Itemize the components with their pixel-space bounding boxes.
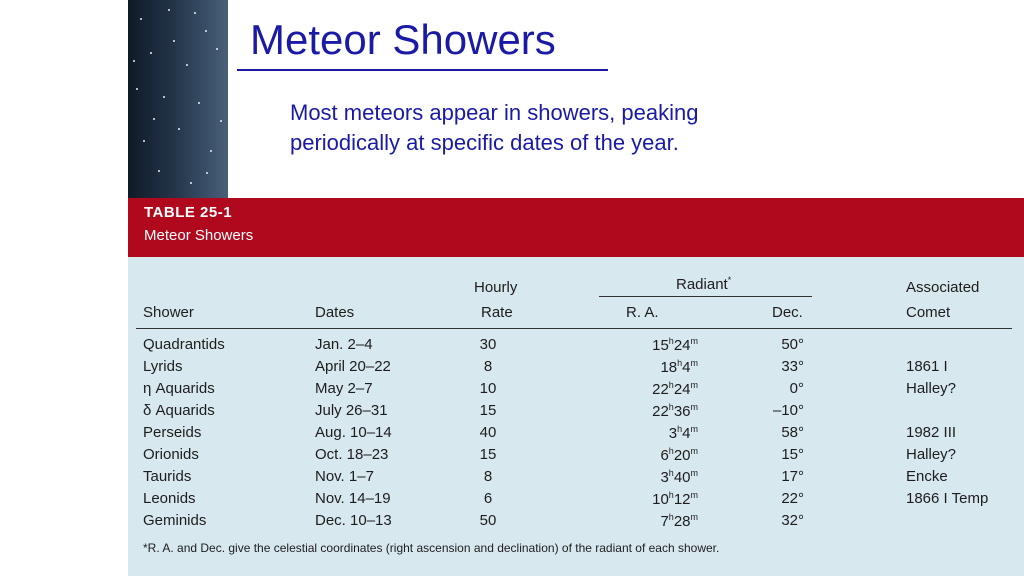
cell-dec: 50° bbox=[781, 336, 804, 353]
ra-minutes: 36 bbox=[673, 403, 691, 420]
cell-ra bbox=[588, 380, 698, 398]
ra-minutes: 4 bbox=[682, 425, 691, 442]
cell-ra bbox=[588, 424, 698, 442]
cell-shower: η Aquarids bbox=[143, 380, 215, 397]
cell-dates: Dec. 10–13 bbox=[315, 512, 392, 529]
header-hourly: Hourly bbox=[474, 279, 518, 296]
cell-dates: April 20–22 bbox=[315, 358, 391, 375]
cell-comet: 1866 I Temp bbox=[906, 490, 989, 507]
cell-dates: May 2–7 bbox=[315, 380, 373, 397]
ra-hour-unit: h bbox=[668, 402, 674, 412]
ra-minute-unit: m bbox=[690, 512, 698, 522]
ra-minutes: 20 bbox=[673, 447, 691, 464]
ra-minute-unit: m bbox=[690, 468, 698, 478]
cell-comet: Halley? bbox=[906, 446, 957, 463]
table-footnote: *R. A. and Dec. give the celestial coordinates (right ascension and declination) of the radiant of each shower. bbox=[143, 541, 720, 555]
cell-rate: 8 bbox=[483, 358, 493, 375]
ra-minutes: 24 bbox=[673, 337, 691, 354]
table-row bbox=[128, 446, 1024, 468]
cell-rate: 15 bbox=[479, 402, 497, 419]
header-radiant-label: Radiant bbox=[676, 276, 728, 293]
cell-ra bbox=[588, 336, 698, 354]
cell-shower: Taurids bbox=[143, 468, 192, 485]
ra-hours: 22 bbox=[652, 403, 669, 420]
radiant-rule bbox=[599, 296, 812, 297]
ra-hour-unit: h bbox=[677, 424, 683, 434]
cell-ra bbox=[588, 358, 698, 376]
ra-hours: 3 bbox=[660, 469, 669, 486]
page-title: Meteor Showers bbox=[250, 16, 556, 63]
ra-minutes: 40 bbox=[673, 469, 691, 486]
cell-dec: 32° bbox=[781, 512, 804, 529]
ra-hours: 22 bbox=[652, 381, 669, 398]
cell-comet: 1861 I bbox=[906, 358, 948, 375]
ra-hours: 10 bbox=[652, 491, 669, 508]
meteor-table bbox=[128, 257, 1024, 576]
cell-dec: 22° bbox=[781, 490, 804, 507]
cell-dec: 33° bbox=[781, 358, 804, 375]
table-row bbox=[128, 358, 1024, 380]
cell-dates: July 26–31 bbox=[315, 402, 388, 419]
header-dates: Dates bbox=[315, 304, 355, 321]
cell-ra bbox=[588, 402, 698, 420]
cell-rate: 8 bbox=[483, 468, 493, 485]
cell-dec: 17° bbox=[781, 468, 804, 485]
ra-hour-unit: h bbox=[668, 468, 674, 478]
cell-shower: Quadrantids bbox=[143, 336, 225, 353]
cell-comet: 1982 III bbox=[906, 424, 957, 441]
header-rate: Rate bbox=[481, 304, 513, 321]
cell-rate: 15 bbox=[479, 446, 497, 463]
ra-hours: 18 bbox=[660, 359, 678, 376]
cell-dates: Nov. 1–7 bbox=[315, 468, 374, 485]
subtitle-text: Most meteors appear in showers, peaking periodically at specific dates of the year. bbox=[290, 100, 699, 155]
ra-minutes: 28 bbox=[673, 513, 691, 530]
cell-dec: 0° bbox=[789, 380, 804, 397]
ra-minute-unit: m bbox=[690, 336, 698, 346]
cell-dec: 58° bbox=[781, 424, 804, 441]
table-row bbox=[128, 424, 1024, 446]
cell-dec: 15° bbox=[781, 446, 804, 463]
ra-hour-unit: h bbox=[668, 446, 674, 456]
table-caption-bar bbox=[128, 198, 1024, 257]
header-shower: Shower bbox=[143, 304, 194, 321]
cell-ra bbox=[588, 446, 698, 464]
cell-dates: Nov. 14–19 bbox=[315, 490, 391, 507]
cell-ra bbox=[588, 490, 698, 508]
table-row bbox=[128, 336, 1024, 358]
cell-dates: Oct. 18–23 bbox=[315, 446, 389, 463]
table-id: TABLE 25-1 bbox=[144, 204, 233, 221]
radiant-footnote-mark: * bbox=[727, 275, 732, 285]
table-row bbox=[128, 468, 1024, 490]
ra-minute-unit: m bbox=[690, 424, 698, 434]
ra-hour-unit: h bbox=[677, 358, 683, 368]
cell-comet: Encke bbox=[906, 468, 948, 485]
ra-minutes: 12 bbox=[673, 491, 691, 508]
table-row bbox=[128, 402, 1024, 424]
cell-dec: –10° bbox=[772, 402, 804, 419]
ra-minute-unit: m bbox=[690, 490, 698, 500]
cell-shower: Orionids bbox=[143, 446, 199, 463]
cell-rate: 50 bbox=[479, 512, 497, 529]
cell-rate: 30 bbox=[479, 336, 497, 353]
ra-minute-unit: m bbox=[690, 358, 698, 368]
title-underline bbox=[237, 69, 608, 71]
cell-shower: Perseids bbox=[143, 424, 202, 441]
ra-hours: 6 bbox=[660, 447, 669, 464]
header-radiant bbox=[676, 275, 731, 293]
ra-minute-unit: m bbox=[690, 446, 698, 456]
ra-hour-unit: h bbox=[668, 336, 674, 346]
ra-minutes: 4 bbox=[682, 359, 691, 376]
table-name: Meteor Showers bbox=[144, 227, 254, 244]
cell-shower: Lyrids bbox=[143, 358, 183, 375]
ra-minutes: 24 bbox=[673, 381, 691, 398]
table-row bbox=[128, 512, 1024, 534]
cell-shower: Geminids bbox=[143, 512, 207, 529]
cell-dates: Jan. 2–4 bbox=[315, 336, 373, 353]
ra-minute-unit: m bbox=[690, 402, 698, 412]
cell-shower: Leonids bbox=[143, 490, 196, 507]
ra-minute-unit: m bbox=[690, 380, 698, 390]
cell-ra bbox=[588, 512, 698, 530]
cell-rate: 10 bbox=[479, 380, 497, 397]
ra-hour-unit: h bbox=[668, 512, 674, 522]
ra-hours: 15 bbox=[652, 337, 669, 354]
cell-comet: Halley? bbox=[906, 380, 957, 397]
header-associated: Associated bbox=[906, 279, 980, 296]
ra-hours: 7 bbox=[660, 513, 669, 530]
header-ra: R. A. bbox=[626, 304, 659, 321]
cell-rate: 40 bbox=[479, 424, 497, 441]
cell-ra bbox=[588, 468, 698, 486]
ra-hours: 3 bbox=[668, 425, 678, 442]
table-row bbox=[128, 490, 1024, 512]
table-row bbox=[128, 380, 1024, 402]
cell-dates: Aug. 10–14 bbox=[315, 424, 392, 441]
cell-shower: δ Aquarids bbox=[143, 402, 215, 419]
header-rule bbox=[136, 328, 1012, 329]
header-dec: Dec. bbox=[772, 304, 803, 321]
ra-hour-unit: h bbox=[668, 490, 674, 500]
ra-hour-unit: h bbox=[668, 380, 674, 390]
cell-rate: 6 bbox=[483, 490, 493, 507]
header-comet: Comet bbox=[906, 304, 951, 321]
starfield-image bbox=[128, 0, 228, 200]
